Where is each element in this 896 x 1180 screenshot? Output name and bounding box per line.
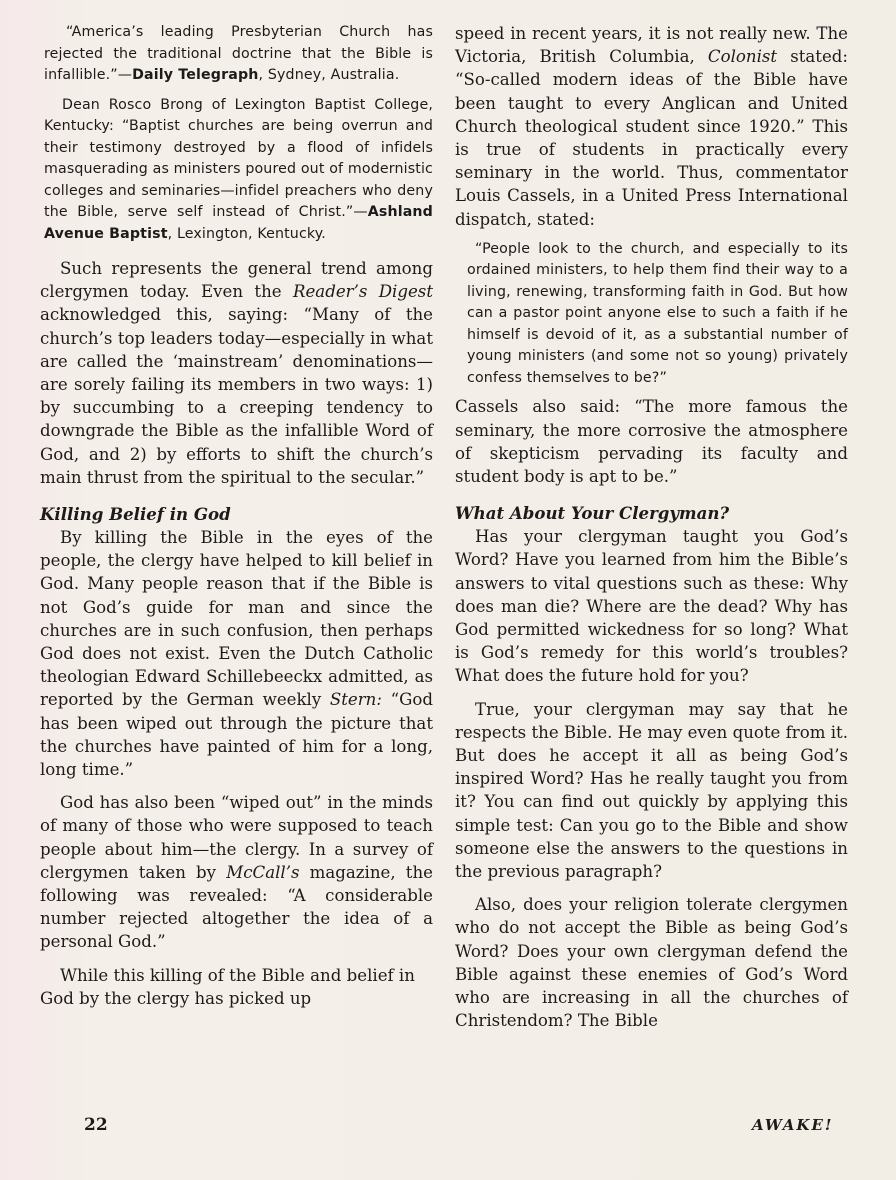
paragraph-taught-gods-word: Has your clergyman taught you God’s Word? Have you learned from him the Bible’s answers to vital questions such as these: Why does man die? Where are the dead? Why has God permitted wickedness for so long? What is God’s remedy for this world’s troubles? What does the future hold for you?: [455, 527, 848, 686]
magazine-name: AWAKE!: [752, 1116, 834, 1134]
page-number: 22: [84, 1115, 108, 1135]
left-column: [40, 22, 433, 1010]
paragraph-speed-recent: speed in recent years, it is not really new. The Victoria, British Columbia, Colonist stated: “So-called modern ideas of the Bible have been taught to every Anglican and United Church theological student since 1920.” This is true of students in practically every seminary in the world. Thus, commentator Louis Cassels, in a United Press International dispatch, stated:: [455, 24, 848, 229]
heading-your-clergyman: What About Your Clergyman?: [455, 503, 730, 524]
paragraph-wiped-out: God has also been “wiped out” in the minds of many of those who were supposed to teach people about him—the clergy. In a survey of clergymen taken by McCall’s magazine, the following was revealed: “A considerable number rejected altogether the idea of a personal God.”: [40, 793, 433, 952]
quote-cassels: “People look to the church, and especially to its ordained ministers, to help them find their way to a living, renewing, transforming faith in God. But how can a pastor point anyone else to such a faith if he himself is devoid of it, as a substantial number of young ministers (and some not so young) privately confess themselves to be?”: [467, 240, 848, 386]
quote-dean-brong: Dean Rosco Brong of Lexington Baptist College, Kentucky: “Baptist churches are being overrun and their testimony destroyed by a flood of infidels masquerading as ministers poured out of modernistic colleges and seminaries—infidel preachers who deny the Bible, serve self instead of Christ.”—Ashland Avenue Baptist, Lexington, Kentucky.: [44, 96, 433, 242]
right-column: [455, 22, 848, 1032]
paragraph-picked-up: While this killing of the Bible and belief in God by the clergy has picked up: [40, 965, 415, 1008]
heading-killing-belief: Killing Belief in God: [40, 504, 231, 525]
paragraph-killing-bible: By killing the Bible in the eyes of the people, the clergy have helped to kill belief in God. Many people reason that if the Bible is not God’s guide for man and since the churches are in such confusion, then perhaps God does not exist. Even the Dutch Catholic theologian Edward Schillebeeckx admitted, as reported by the German weekly Stern: “God has been wiped out through the picture that the churches have painted of him for a long, long time.”: [40, 528, 433, 780]
paragraph-tolerate-clergymen: Also, does your religion tolerate clergymen who do not accept the Bible as being God’s Word? Does your own clergyman defend the Bible against these enemies of God’s Word who are increasing in all the churches of Christendom? The Bible: [455, 895, 848, 1031]
paragraph-general-trend: Such represents the general trend among clergymen today. Even the Reader’s Digest acknowledged this, saying: “Many of the church’s top leaders today—especially in what are called the ‘mainstream’ denominations—are sorely failing its members in two ways: 1) by succumbing to a creeping tendency to downgrade the Bible as the infallible Word of God, and 2) by efforts to shift the church’s main thrust from the spiritual to the secular.”: [40, 259, 433, 487]
paragraph-simple-test: True, your clergyman may say that he respects the Bible. He may even quote from it. But does he accept it all as being God’s inspired Word? Has he really taught you from it? You can find out quickly by applying this simple test: Can you go to the Bible and show someone else the answers to the questions in the previous paragraph?: [455, 699, 848, 881]
paragraph-cassels-seminary: Cassels also said: “The more famous the seminary, the more corrosive the atmosphere of skepticism pervading its faculty and student body is apt to be.”: [455, 397, 848, 486]
quote-daily-telegraph: “America’s leading Presbyterian Church has rejected the traditional doctrine that the Bible is infallible.”—Daily Telegraph, Sydney, Australia.: [44, 24, 433, 83]
